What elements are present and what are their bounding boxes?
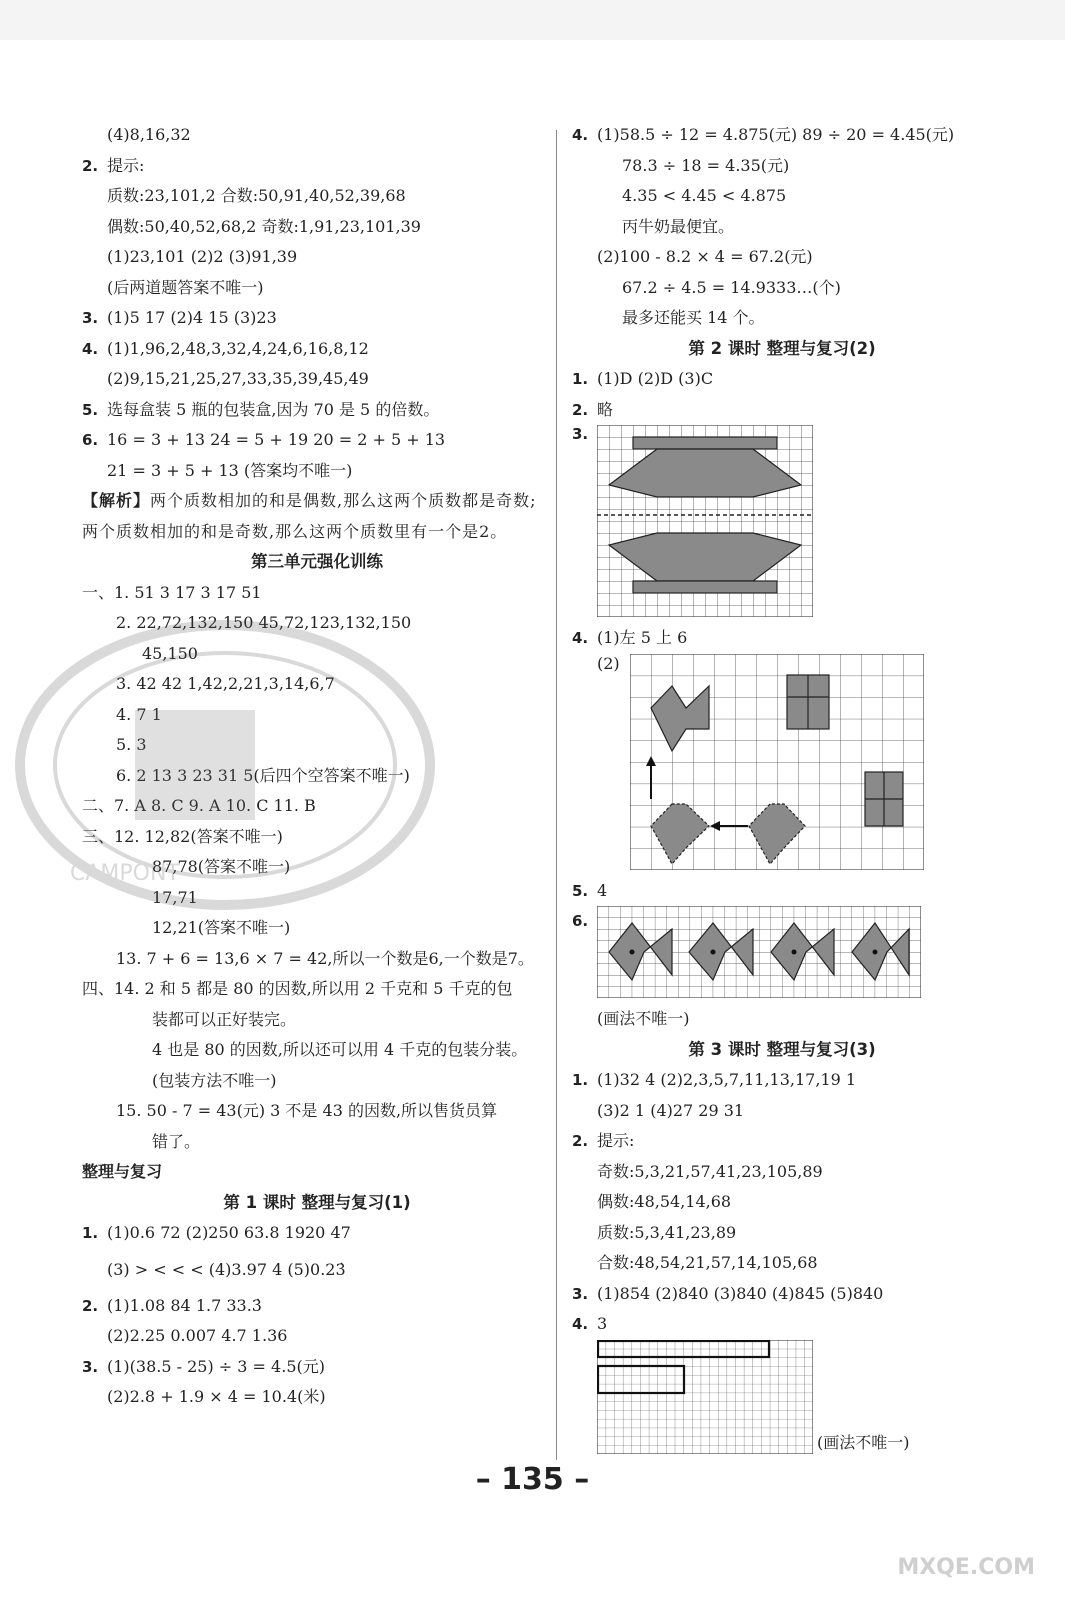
- lesson-title: 第 3 课时 整理与复习(3): [688, 1039, 876, 1059]
- answer-line: 67.2 ÷ 4.5 = 14.9333…(个): [622, 277, 841, 297]
- answer-line: 四、14. 2 和 5 都是 80 的因数,所以用 2 千克和 5 千克的包: [82, 979, 513, 998]
- question-number: 5.: [572, 881, 589, 900]
- answer-line: 4.35 < 4.45 < 4.875: [622, 186, 787, 205]
- question-number: 1.: [82, 1224, 99, 1242]
- lesson3-question-4-figure: [572, 1340, 992, 1460]
- top-band: [0, 0, 1065, 40]
- answer-line: 13. 7 + 6 = 13,6 × 7 = 42,所以一个数是6,一个数是7。: [116, 948, 534, 968]
- answer-text: 略: [597, 399, 614, 419]
- lesson3-question-3: [572, 1279, 992, 1310]
- lesson-title: 第 1 课时 整理与复习(1): [223, 1192, 411, 1212]
- section-title: 第三单元强化训练: [251, 552, 383, 571]
- answer-line: 17,71: [152, 887, 198, 907]
- question-4: [82, 334, 552, 365]
- answer-text: (1)左 5 上 6: [597, 628, 688, 647]
- answer-text: 3: [597, 1314, 608, 1333]
- review-question-1: [82, 1218, 552, 1249]
- answer-line: 87,78(答案不唯一): [152, 857, 291, 876]
- note-text: (画法不唯一): [597, 1009, 690, 1028]
- hint-label: 提示:: [107, 155, 145, 175]
- question-number: 3.: [572, 1284, 589, 1303]
- question-number: 2.: [572, 1132, 589, 1150]
- question-number: 3.: [82, 309, 99, 327]
- answer-line: (4)8,16,32: [107, 125, 191, 144]
- answer-line: 4 也是 80 的因数,所以还可以用 4 千克的包装分装。: [152, 1040, 528, 1059]
- page-number: – 135 –: [475, 1462, 590, 1497]
- lesson2-question-5: [572, 876, 992, 907]
- question-4-right: [572, 120, 992, 151]
- upper-shape: [609, 437, 801, 497]
- question-3: [82, 303, 552, 334]
- lesson2-question-1: [572, 364, 992, 395]
- answer-line: 一、1. 51 3 17 3 17 51: [82, 582, 262, 602]
- lesson3-question-1: [572, 1065, 992, 1096]
- analysis-text: 两个质数相加的和是偶数,那么这两个质数都是奇数;两个质数相加的和是奇数,那么这两个质数里有一个是2。: [82, 491, 537, 541]
- lower-shape: [609, 533, 801, 593]
- stamp-text: CAMPONT: [70, 861, 180, 886]
- answer-text: 4: [597, 880, 608, 900]
- answer-text: (1)D (2)D (3)C: [597, 369, 714, 388]
- question-number: 2.: [82, 1296, 99, 1315]
- answer-text: (1)58.5 ÷ 12 = 4.875(元) 89 ÷ 20 = 4.45(元): [597, 125, 955, 144]
- question-number: 4.: [572, 629, 589, 647]
- analysis-tag: 【解析】: [82, 491, 151, 510]
- answer-line: (2)2.25 0.007 4.7 1.36: [107, 1326, 288, 1345]
- rectangle-grid: [597, 1340, 813, 1454]
- answer-text: 16 = 3 + 13 24 = 5 + 19 20 = 2 + 5 + 13: [107, 430, 446, 449]
- lesson2-question-6: [572, 906, 992, 1004]
- sub-question-label: (2): [597, 653, 620, 673]
- note-text: (画法不唯一): [817, 1432, 910, 1452]
- lesson2-question-2: [572, 395, 992, 426]
- question-number: 6.: [572, 912, 589, 930]
- answer-line: 偶数:50,40,52,68,2 奇数:1,91,23,101,39: [107, 216, 421, 236]
- answer-line: 奇数:5,3,21,57,41,23,105,89: [597, 1161, 823, 1181]
- question-number: 2.: [572, 400, 589, 419]
- answer-line: 合数:48,54,21,57,14,105,68: [597, 1253, 818, 1272]
- analysis-paragraph: [82, 486, 542, 547]
- symmetric-figure-grid: [597, 425, 813, 617]
- answer-line: 78.3 ÷ 18 = 4.35(元): [622, 155, 790, 175]
- answer-text: (1)0.6 72 (2)250 63.8 1920 47: [107, 1223, 351, 1242]
- question-number: 6.: [82, 431, 99, 449]
- answer-line: 装都可以正好装完。: [152, 1009, 297, 1029]
- review-question-2: [82, 1291, 552, 1322]
- answer-line: 质数:5,3,41,23,89: [597, 1222, 737, 1242]
- question-number: 3.: [82, 1357, 99, 1376]
- column-divider: [556, 130, 557, 1460]
- answer-line: 5. 3: [116, 735, 147, 754]
- question-number: 1.: [572, 370, 589, 388]
- question-6: [82, 425, 552, 456]
- answer-text: (1)5 17 (2)4 15 (3)23: [107, 308, 277, 327]
- answer-line: 丙牛奶最便宜。: [622, 216, 735, 236]
- answer-line: 最多还能买 14 个。: [622, 308, 765, 327]
- answer-text: 选每盒装 5 瓶的包装盒,因为 70 是 5 的倍数。: [107, 399, 440, 419]
- answer-line: 6. 2 13 3 23 31 5(后四个空答案不唯一): [116, 765, 410, 785]
- question-number: 2.: [82, 156, 99, 175]
- lesson2-question-3: [572, 425, 992, 623]
- rotation-figure-grid: [597, 906, 921, 998]
- answer-line: (1)23,101 (2)2 (3)91,39: [107, 247, 298, 266]
- question-number: 1.: [572, 1071, 589, 1089]
- answer-text: (1)1,96,2,48,3,32,4,24,6,16,8,12: [107, 338, 369, 358]
- lesson2-question-4: [572, 623, 992, 654]
- review-question-3: [82, 1352, 552, 1383]
- answer-line: 12,21(答案不唯一): [152, 918, 291, 937]
- answer-line: (包装方法不唯一): [152, 1070, 277, 1090]
- answer-text: (1)1.08 84 1.7 33.3̇: [107, 1295, 262, 1315]
- answer-line: 偶数:48,54,14,68: [597, 1192, 732, 1211]
- lesson3-question-4: [572, 1309, 992, 1340]
- lower-rectangle: [865, 772, 903, 826]
- answer-text: (1)854 (2)840 (3)840 (4)845 (5)840: [597, 1283, 884, 1303]
- lesson-title: 第 2 课时 整理与复习(2): [688, 338, 876, 358]
- left-column: [82, 120, 552, 1413]
- answer-line: 2. 22,72,132,150 45,72,123,132,150: [116, 613, 412, 632]
- answer-line: 3. 42 42 1,42,2,21,3,14,6,7: [116, 674, 335, 693]
- answer-line: (3)2 1 (4)27 29 31: [597, 1100, 745, 1120]
- answer-line: 15. 50 - 7 = 43(元) 3 不是 43 的因数,所以售货员算: [116, 1101, 498, 1120]
- answer-text: (1)32 4 (2)2,3,5,7,11,13,17,19 1: [597, 1070, 857, 1089]
- translation-figure-grid: [630, 654, 924, 870]
- answer-text: (1)(38.5 - 25) ÷ 3 = 4.5(元): [107, 1356, 325, 1376]
- answer-line: (3) > < < < (4)3.97 4 (5)0.23̇: [107, 1259, 346, 1279]
- answer-line: (2)100 - 8.2 × 4 = 67.2(元): [597, 247, 813, 266]
- answer-line: (2)9,15,21,25,27,33,35,39,45,49: [107, 369, 369, 388]
- answer-line: 错了。: [152, 1131, 201, 1151]
- section-heading: 整理与复习: [82, 1162, 163, 1181]
- upper-rectangle: [787, 675, 829, 729]
- question-number: 5.: [82, 400, 99, 419]
- answer-line: 质数:23,101,2 合数:50,91,40,52,39,68: [107, 186, 406, 205]
- answer-line: 45,150: [142, 643, 198, 663]
- answer-line: (后两道题答案不唯一): [107, 277, 264, 297]
- answer-line: 4. 7 1: [116, 704, 162, 724]
- lesson2-question-4-figure: [572, 654, 992, 876]
- question-5: [82, 395, 552, 426]
- right-column: [572, 120, 992, 1460]
- question-number: 4.: [82, 339, 99, 358]
- question-number: 4.: [572, 126, 589, 144]
- question-2: [82, 151, 552, 182]
- question-number: 3.: [572, 425, 589, 443]
- answer-line: 三、12. 12,82(答案不唯一): [82, 826, 283, 846]
- lesson3-question-2: [572, 1126, 992, 1157]
- watermark-text: MXQE.COM: [897, 1555, 1035, 1580]
- question-number: 4.: [572, 1315, 589, 1333]
- hint-label: 提示:: [597, 1131, 635, 1150]
- answer-line: 21 = 3 + 5 + 13 (答案均不唯一): [107, 460, 353, 480]
- answer-line: 二、7. A 8. C 9. A 10. C 11. B: [82, 796, 316, 815]
- watermark-logo: [897, 1555, 1035, 1580]
- answer-line: (2)2.8 + 1.9 × 4 = 10.4(米): [107, 1387, 326, 1406]
